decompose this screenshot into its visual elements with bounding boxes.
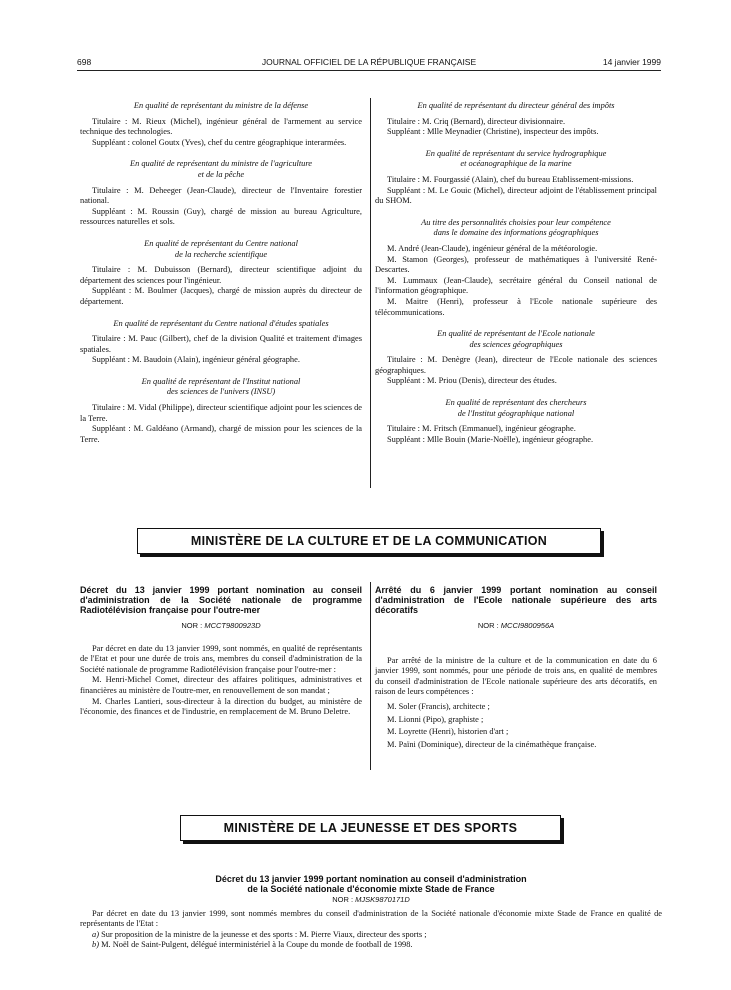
section-title [80, 101, 362, 112]
column-divider-middle [370, 582, 371, 770]
appointment-paragraph: Suppléant : M. Baudoin (Alain), ingénieur général géographe. [92, 355, 300, 365]
appointment-paragraph: Suppléant : Mlle Meynadier (Christine), inspecteur des impôts. [387, 127, 599, 137]
ministry-banner-youth-text: MINISTÈRE DE LA JEUNESSE ET DES SPORTS [223, 821, 518, 835]
appointment-paragraph: Suppléant : M. Le Gouic (Michel), directeur adjoint de l'établissement principal du SHOM. [375, 185, 657, 206]
section-title-line: de l'Institut géographique national [457, 408, 575, 418]
arrete-ensad-title: Arrêté du 6 janvier 1999 portant nomination au conseil d'administration de l'Ecole nationale supérieure des arts décoratifs [375, 585, 657, 615]
decree-rfo-nor-label: NOR : [181, 621, 203, 630]
member-item: M. Païni (Dominique), directeur de la cinémathèque française. [387, 739, 597, 749]
section-title-line: Au titre des personnalités choisies pour leur compétence [421, 217, 611, 227]
arrete-ensad-intro: Par arrêté de la ministre de la culture et de la communication en date du 6 janvier 1999, sont nommés, pour une période de trois ans, en qualité de membres du conseil d'administration de l'Ecole nationale supérieure des arts décoratifs, en raison de leurs compétences : [375, 655, 657, 697]
section-title-line: En qualité de représentant du service hydrographique [425, 148, 607, 158]
page-number: 698 [77, 57, 92, 67]
appointment-paragraph: Suppléant : M. Priou (Denis), directeur des études. [387, 376, 557, 386]
decree-rfo-title: Décret du 13 janvier 1999 portant nomination au conseil d'administration de la Société nationale de programme Radiotélévision française pour l'outre-mer [80, 585, 362, 615]
section-title [80, 377, 362, 398]
item-marker: a) [92, 929, 99, 939]
appointment-paragraph: M. Maitre (Henri), professeur à l'Ecole nationale supérieure des télécommunications. [375, 296, 657, 317]
appointment-paragraph: Titulaire : M. Fritsch (Emmanuel), ingénieur géographe. [387, 424, 576, 434]
appointment-paragraph: Titulaire : M. Dubuisson (Bernard), directeur scientifique adjoint du département des sciences pour l'ingénieur. [80, 265, 362, 285]
appointment-paragraph: M. Lummaux (Jean-Claude), secrétaire général du Conseil national de l'information géographique. [375, 275, 657, 296]
section-title-line: En qualité de représentant des chercheurs [445, 398, 587, 408]
decree-rfo-nor [80, 621, 362, 632]
journal-title: JOURNAL OFFICIEL DE LA RÉPUBLIQUE FRANÇAISE [261, 57, 477, 67]
decree-sdf-title-line2: de la Société nationale d'économie mixte Stade de France [247, 884, 495, 894]
section-title [375, 101, 657, 112]
appointment-paragraph: Titulaire : M. Vidal (Philippe), directeur scientifique adjoint pour les sciences de la Terre. [80, 403, 362, 423]
section-title [80, 319, 362, 330]
decree-sdf-nor [80, 895, 662, 906]
ministry-banner-youth [180, 815, 561, 841]
decree-sdf-nor-code: MJSK9870171D [355, 895, 410, 904]
appointment-paragraph: Suppléant : colonel Goutx (Yves), chef du centre géographique interarmées. [92, 137, 347, 147]
arrete-ensad [375, 585, 657, 752]
section-title-line: dans le domaine des informations géographiques [433, 228, 599, 238]
section-title-line: des sciences de l'univers (INSU) [166, 387, 276, 397]
decree-rfo-para: M. Henri-Michel Comet, directeur des affaires politiques, administratives et financières au ministère de l'outre-mer, en renouvellement de son mandat ; [80, 675, 362, 695]
item-text: M. Noël de Saint-Pulgent, délégué interministériel à la Coupe du monde de football de 1998. [101, 940, 413, 950]
member-item: M. Loyrette (Henri), historien d'art ; [387, 727, 509, 737]
arrete-ensad-nor [375, 621, 657, 632]
section-title-line: et de la pêche [197, 169, 245, 179]
section-title-line: de la recherche scientifique [174, 249, 268, 259]
section-title [80, 239, 362, 260]
section-title-line: En qualité de représentant de l'Institut national [141, 376, 301, 386]
header-rule [77, 70, 661, 71]
appointment-paragraph: Titulaire : M. Deheeger (Jean-Claude), directeur de l'Inventaire forestier national. [80, 185, 362, 206]
section-title-line: En qualité de représentant de l'Ecole nationale [437, 329, 595, 339]
arrete-ensad-nor-label: NOR : [477, 621, 499, 630]
section-title-line: En qualité de représentant du ministre de l'agriculture [129, 159, 313, 169]
page-header [77, 57, 661, 69]
member-item: M. Soler (Francis), architecte ; [387, 701, 490, 711]
appointment-paragraph: Suppléant : M. Galdéano (Armand), chargé de mission pour les sciences de la Terre. [80, 424, 362, 444]
decree-sdf-item-b [80, 940, 662, 951]
ministry-banner-culture-text: MINISTÈRE DE LA CULTURE ET DE LA COMMUNICATION [190, 534, 548, 548]
arrete-ensad-nor-code: MCCI9800956A [500, 621, 555, 630]
appointment-paragraph: Titulaire : M. Rieux (Michel), ingénieur général de l'armement au service technique des technologies. [80, 116, 362, 137]
section-title-line: En qualité de représentant du ministre de la défense [133, 101, 309, 110]
decree-stade-de-france [80, 874, 662, 951]
appointment-paragraph: Suppléant : M. Roussin (Guy), chargé de mission au bureau Agriculture, ressources naturelles et sols. [80, 206, 362, 227]
member-item: M. Lionni (Pipo), graphiste ; [387, 714, 484, 724]
decree-rfo [80, 585, 362, 718]
decree-sdf-title-line1: Décret du 13 janvier 1999 portant nomination au conseil d'administration [215, 874, 527, 884]
section-title-line: En qualité de représentant du Centre national [144, 238, 298, 248]
appointment-paragraph: Suppléant : Mlle Bouin (Marie-Noëlle), ingénieur géographe. [387, 434, 594, 444]
column-divider-top [370, 98, 371, 488]
decree-sdf-intro: Par décret en date du 13 janvier 1999, sont nommés membres du conseil d'administration de la Société nationale d'économie mixte Stade de France en qualité de représentants de l'Etat : [80, 908, 662, 929]
decree-sdf-nor-label: NOR : [332, 895, 354, 904]
appointment-paragraph: Titulaire : M. Pauc (Gilbert), chef de la division Qualité et traitement d'images spatiales. [80, 334, 362, 354]
ministry-banner-culture [137, 528, 601, 554]
decree-rfo-para: Par décret en date du 13 janvier 1999, sont nommés, en qualité de représentants de l'Etat et pour une durée de trois ans, membres du conseil d'administration de la Société nationale de programme Radiotélévision française pour l'outre-mer : [80, 643, 362, 674]
item-marker: b) [92, 940, 99, 950]
decree-rfo-para: M. Charles Lantieri, sous-directeur à la direction du budget, au ministère de l'économie, des finances et de l'industrie, en remplacement de M. Bruno Deletre. [80, 696, 362, 717]
section-title [375, 149, 657, 170]
section-title [80, 159, 362, 180]
section-title-line: et océanographique de la marine [460, 159, 572, 169]
decree-sdf-item-a [80, 930, 662, 941]
section-title [375, 329, 657, 350]
appointment-paragraph: Titulaire : M. Denègre (Jean), directeur de l'Ecole nationale des sciences géographiques. [375, 355, 657, 375]
appointment-paragraph: M. André (Jean-Claude), ingénieur général de la météorologie. [387, 243, 598, 253]
section-title-line: des sciences géographiques [469, 339, 563, 349]
section-title [375, 218, 657, 239]
section-title [375, 398, 657, 419]
appointment-paragraph: Titulaire : M. Fourgassié (Alain), chef du bureau Etablissement-missions. [387, 174, 634, 184]
appointment-paragraph: Titulaire : M. Criq (Bernard), directeur divisionnaire. [387, 116, 566, 126]
item-text: Sur proposition de la ministre de la jeunesse et des sports : M. Pierre Viaux, directeur des sports ; [101, 929, 427, 939]
appointment-paragraph: Suppléant : M. Boulmer (Jacques), chargé de mission auprès du directeur de département. [80, 286, 362, 306]
issue-date: 14 janvier 1999 [602, 57, 661, 67]
section-title-line: En qualité de représentant du Centre national d'études spatiales [113, 318, 329, 328]
top-left-column [80, 101, 362, 445]
appointment-paragraph: M. Stamon (Georges), professeur de mathématiques à l'université René-Descartes. [375, 254, 657, 275]
top-right-column [375, 101, 657, 445]
decree-rfo-nor-code: MCCT9800923D [204, 621, 261, 630]
section-title-line: En qualité de représentant du directeur général des impôts [417, 101, 615, 110]
